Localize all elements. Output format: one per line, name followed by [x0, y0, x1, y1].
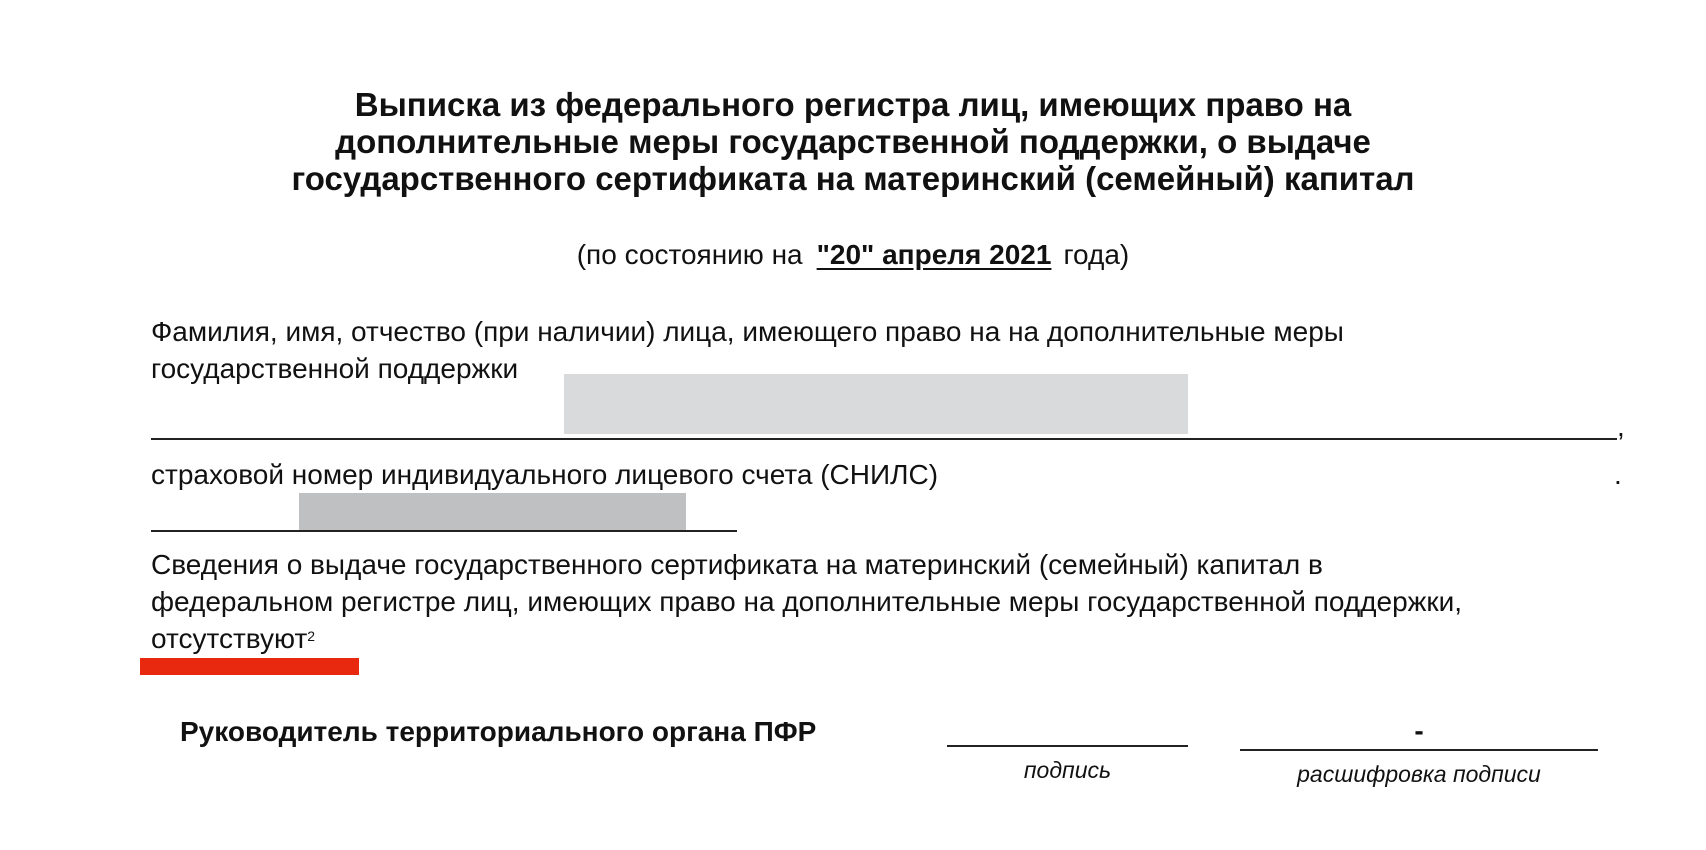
date-suffix: года): [1063, 239, 1130, 270]
signer-title: Руководитель территориального органа ПФР: [180, 716, 817, 747]
fio-underline: [151, 438, 1617, 440]
certificate-info-line-1: Сведения о выдаче государственного сертификата на материнский (семейный) капитал в: [151, 549, 1323, 580]
decoding-line: [1240, 749, 1598, 751]
snils-redaction: [299, 493, 686, 531]
signature-line: [947, 745, 1188, 747]
document-title: [0, 86, 1706, 197]
certificate-info-line-3: [151, 620, 1621, 657]
title-line-2: дополнительные меры государственной поддержки, о выдаче: [335, 123, 1371, 160]
fio-end-comma: ,: [1617, 411, 1625, 442]
signature-caption: подпись: [1023, 757, 1112, 783]
red-highlight-underline: [140, 658, 359, 675]
decoding-value: -: [1414, 715, 1424, 746]
date-value: "20" апреля 2021: [816, 239, 1052, 270]
title-line-1: Выписка из федерального регистра лиц, имеющих право на: [354, 86, 1352, 123]
absent-word: отсутствуют: [151, 623, 308, 654]
fio-label-line-2: государственной поддержки: [151, 353, 519, 384]
date-prefix: (по состоянию на: [576, 239, 803, 270]
snils-underline: [151, 530, 737, 532]
decoding-caption: расшифровка подписи: [1297, 761, 1541, 787]
title-line-3: государственного сертификата на материнский (семейный) капитал: [291, 160, 1415, 197]
fio-redaction: [564, 374, 1188, 434]
snils-label: страховой номер индивидуального лицевого счета (СНИЛС): [151, 459, 939, 490]
snils-end-dot: .: [1614, 459, 1622, 490]
certificate-info-line-2: федеральном регистре лиц, имеющих право на дополнительные меры государственной поддержки,: [151, 586, 1463, 617]
as-of-date-line: [0, 238, 1706, 272]
fio-label-line-1: Фамилия, имя, отчество (при наличии) лица, имеющего право на на дополнительные меры: [151, 316, 1344, 347]
certificate-info: [151, 546, 1621, 657]
footnote-mark: 2: [307, 628, 316, 644]
